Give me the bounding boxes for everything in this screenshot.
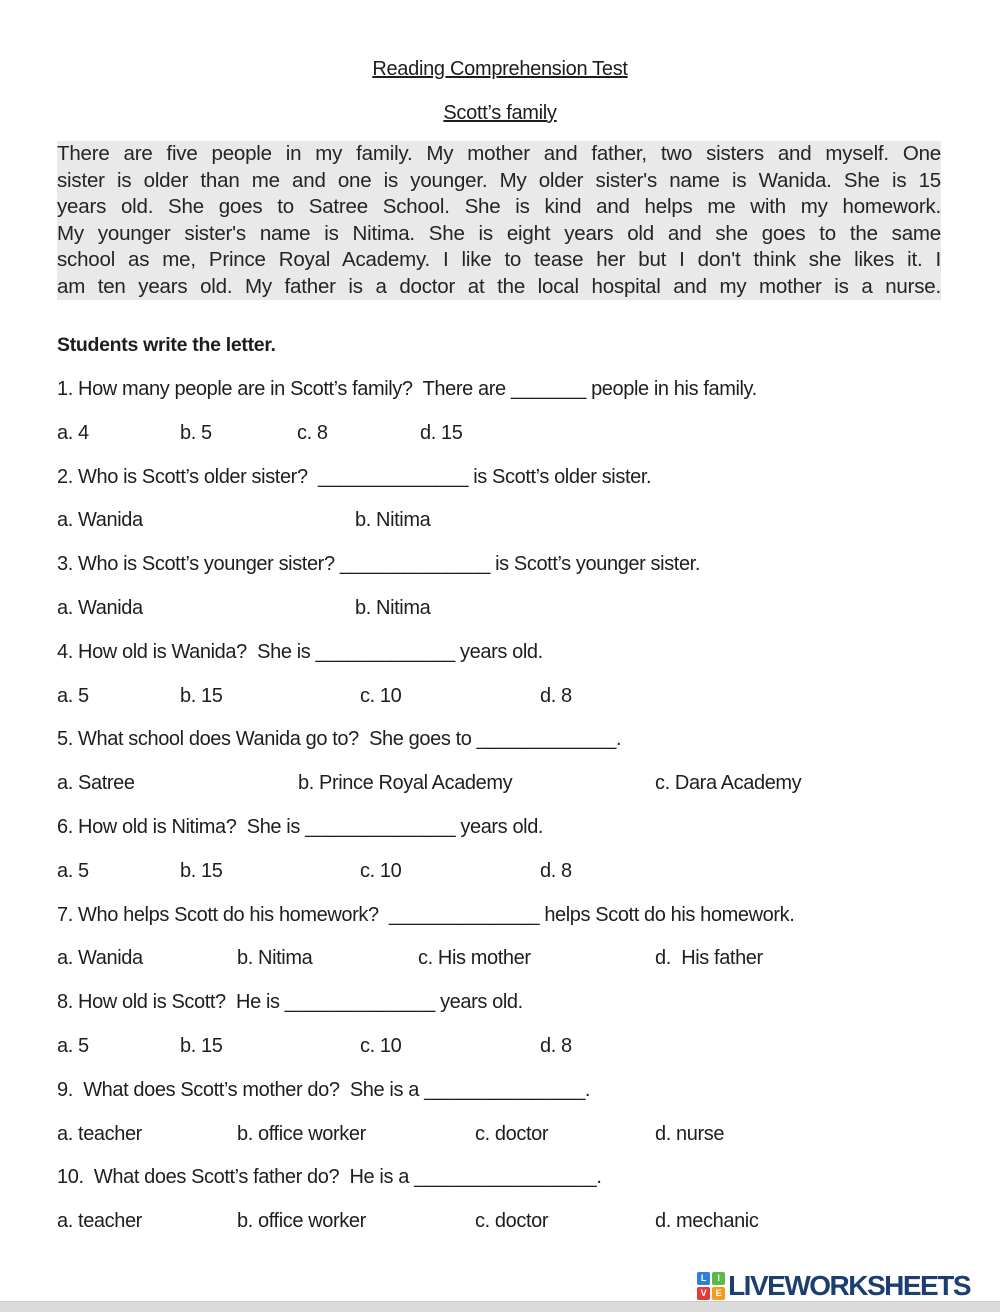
passage-line: sister is older than me and one is younger. My older sister's name is Wanida. She is 15 (57, 168, 941, 192)
page-title-text: Reading Comprehension Test (372, 58, 628, 80)
question-3-option-b: b. Nitima (355, 597, 431, 619)
passage-line: There are five people in my family. My mother and father, two sisters and myself. One (57, 142, 941, 165)
logo-square-e: E (712, 1287, 725, 1300)
liveworksheets-wordmark: LIVEWORKSHEETS (728, 1270, 970, 1301)
question-5-option-a: a. Satree (57, 772, 135, 794)
question-9-options (0, 1123, 1000, 1149)
question-2-option-a: a. Wanida (57, 509, 143, 531)
question-8-options (0, 1035, 1000, 1061)
question-2-option-b: b. Nitima (355, 509, 431, 531)
logo-square-i: I (712, 1272, 725, 1285)
question-10-option-c: c. doctor (475, 1210, 549, 1232)
question-5-option-b: b. Prince Royal Academy (298, 772, 513, 794)
instruction-text: Students write the letter. (57, 334, 276, 356)
question-7-option-b: b. Nitima (237, 947, 313, 969)
question-2-options (0, 509, 1000, 535)
footer-band (0, 1301, 1000, 1312)
question-4-option-b: b. 15 (180, 685, 223, 707)
question-1-option-c: c. 8 (297, 422, 328, 444)
question-8-option-d: d. 8 (540, 1035, 572, 1057)
question-6-option-d: d. 8 (540, 860, 572, 882)
question-6-option-a: a. 5 (57, 860, 89, 882)
question-4-prompt: 4. How old is Wanida? She is _____________ years old. (57, 641, 543, 663)
question-6-prompt: 6. How old is Nitima? She is ______________ years old. (57, 816, 544, 838)
question-3-options (0, 597, 1000, 623)
reading-passage (57, 141, 941, 300)
question-9-option-a: a. teacher (57, 1123, 142, 1145)
question-10-prompt: 10. What does Scott’s father do? He is a _________________. (57, 1166, 602, 1188)
question-4-option-d: d. 8 (540, 685, 572, 707)
question-5-option-c: c. Dara Academy (655, 772, 802, 794)
question-5-prompt: 5. What school does Wanida go to? She goes to _____________. (57, 728, 622, 750)
liveworksheets-logo-icon (697, 1272, 725, 1300)
question-2-prompt: 2. Who is Scott’s older sister? ______________ is Scott’s older sister. (57, 466, 652, 488)
question-5-options (0, 772, 1000, 798)
question-4-option-a: a. 5 (57, 685, 89, 707)
question-9-prompt: 9. What does Scott’s mother do? She is a _______________. (57, 1079, 591, 1101)
question-3-option-a: a. Wanida (57, 597, 143, 619)
question-1-option-b: b. 5 (180, 422, 212, 444)
passage-line: school as me, Prince Royal Academy. I like to tease her but I don't think she likes it. I (57, 248, 941, 271)
passage-line: My younger sister's name is Nitima. She is eight years old and she goes to the same (57, 221, 941, 245)
question-6-option-c: c. 10 (360, 860, 402, 882)
question-10-option-b: b. office worker (237, 1210, 366, 1232)
question-6-option-b: b. 15 (180, 860, 223, 882)
question-8-option-a: a. 5 (57, 1035, 89, 1057)
question-7-option-c: c. His mother (418, 947, 531, 969)
page-subtitle (0, 102, 1000, 125)
question-1-options (0, 422, 1000, 448)
question-7-option-d: d. His father (655, 947, 763, 969)
page-title (0, 58, 1000, 81)
page-subtitle-text: Scott’s family (443, 102, 557, 124)
question-1-option-d: d. 15 (420, 422, 463, 444)
logo-square-l: L (697, 1272, 710, 1285)
question-7-options (0, 947, 1000, 973)
question-9-option-c: c. doctor (475, 1123, 549, 1145)
question-10-options (0, 1210, 1000, 1236)
question-8-prompt: 8. How old is Scott? He is ______________ years old. (57, 991, 523, 1013)
liveworksheets-logo[interactable] (697, 1272, 970, 1300)
question-4-options (0, 685, 1000, 711)
question-10-option-a: a. teacher (57, 1210, 142, 1232)
question-7-prompt: 7. Who helps Scott do his homework? ______________ helps Scott do his homework. (57, 904, 795, 926)
question-4-option-c: c. 10 (360, 685, 402, 707)
question-6-options (0, 860, 1000, 886)
logo-square-v: V (697, 1287, 710, 1300)
passage-line: am ten years old. My father is a doctor at the local hospital and my mother is a nurse. (57, 274, 941, 298)
question-8-option-c: c. 10 (360, 1035, 402, 1057)
question-8-option-b: b. 15 (180, 1035, 223, 1057)
question-1-option-a: a. 4 (57, 422, 89, 444)
question-7-option-a: a. Wanida (57, 947, 143, 969)
passage-line: years old. She goes to Satree School. She is kind and helps me with my homework. (57, 195, 941, 218)
question-9-option-b: b. office worker (237, 1123, 366, 1145)
question-9-option-d: d. nurse (655, 1123, 725, 1145)
question-10-option-d: d. mechanic (655, 1210, 759, 1232)
question-1-prompt: 1. How many people are in Scott’s family? There are _______ people in his family. (57, 378, 757, 400)
question-3-prompt: 3. Who is Scott’s younger sister? ______________ is Scott’s younger sister. (57, 553, 700, 575)
